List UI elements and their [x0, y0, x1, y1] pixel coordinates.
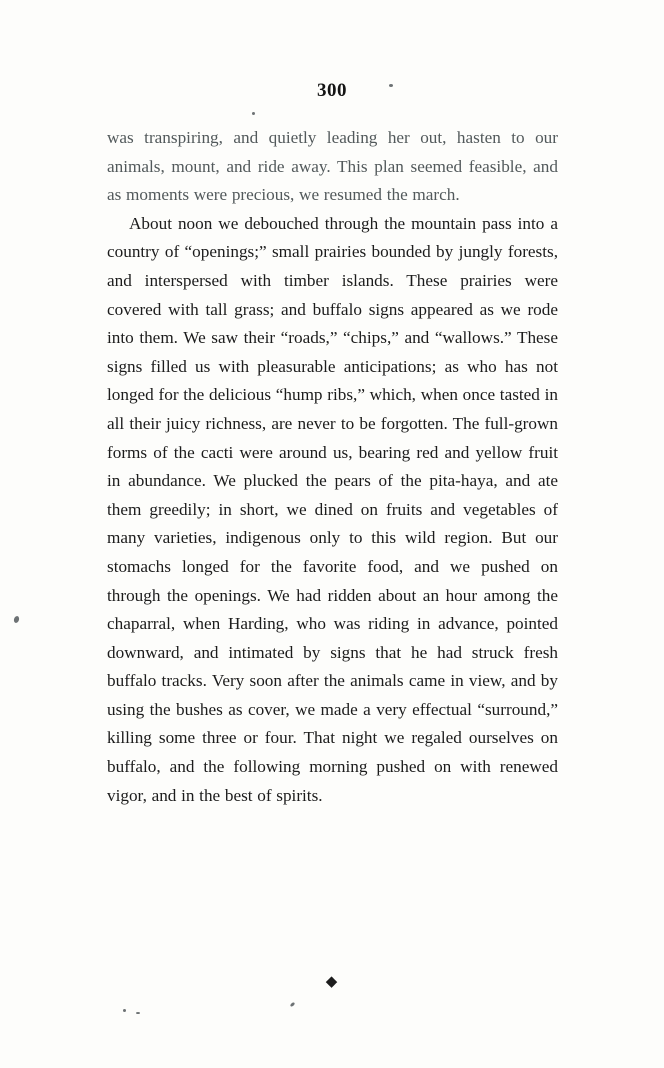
paragraph-2: About noon we debouched through the mountain pass into a country of “openings;” small prairies bounded by jungly forests, and interspersed with timber islands. These prairies were covered with tall grass; and buffalo signs appeared as we rode into them. We saw their “roads,” “chips,” and “wallows.” These signs filled us with pleasurable anticipations; as who has not longed for the delicious “hump ribs,” which, when once tasted in all their juicy richness, are never to be forgotten. The full-grown forms of the cacti were around us, bearing red and yellow fruit in abundance. We plucked the pears of the pita-haya, and ate them greedily; in short, we dined on fruits and vegetables of many varieties, indigenous only to this wild region. But our stomachs longed for the favorite food, and we pushed on through the openings. We had ridden about an hour among the chaparral, when Harding, who was riding in advance, pointed downward, and intimated by signs that he had struck fresh buffalo tracks. Very soon after the animals came in view, and by using the bushes as cover, we made a very effectual “surround,” killing some three or four. That night we regaled ourselves on buffalo, and the following morning pushed on with renewed vigor, and in the best of spirits. — [107, 210, 558, 810]
ink-speck — [389, 84, 393, 87]
ink-speck — [252, 112, 255, 115]
page-number: 300 — [317, 80, 347, 101]
ink-speck — [136, 1012, 140, 1014]
paragraph-1: was transpiring, and quietly leading her out, hasten to our animals, mount, and ride away. This plan seemed feasible, and as moments were precious, we resumed the march. — [107, 128, 558, 205]
ink-speck — [290, 1002, 296, 1008]
ink-speck — [123, 1009, 126, 1012]
page-ornament: ◆ — [325, 974, 339, 990]
body-text — [107, 124, 558, 810]
ink-speck — [13, 615, 20, 623]
